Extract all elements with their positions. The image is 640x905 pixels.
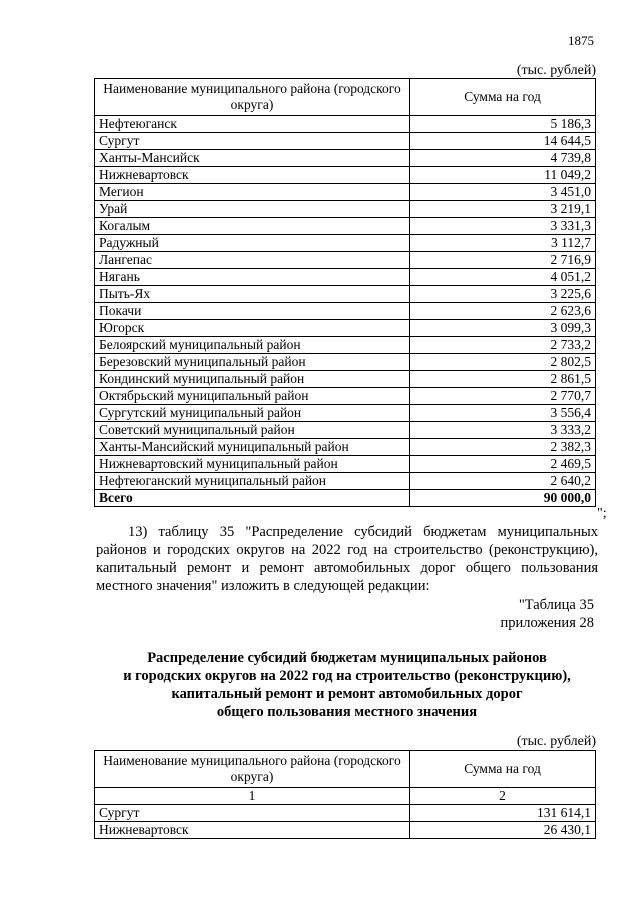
- table-row: [95, 337, 596, 354]
- amendment-paragraph: 13) таблицу 35 "Распределение субсидий бюджетам муниципальных районов и городских округов на 2022 год на строительство (реконструкцию), капитальный ремонт и ремонт автомобильных дорог общего пользования местного значения" изложить в следующей редакции:: [96, 524, 598, 594]
- table-row: [95, 150, 596, 167]
- municipality-name: Радужный: [95, 235, 410, 252]
- annual-sum-value: 2 802,5: [410, 354, 596, 371]
- table-row: [95, 218, 596, 235]
- table1-body: [95, 116, 596, 507]
- table-row: [95, 439, 596, 456]
- heading-line: общего пользования местного значения: [216, 704, 478, 720]
- annual-sum-value: 2 623,6: [410, 303, 596, 320]
- table2-unit-label: (тыс. рублей): [516, 734, 596, 749]
- annual-sum-value: 2 770,7: [410, 388, 596, 405]
- column-number: 2: [410, 788, 596, 805]
- table-row: [95, 405, 596, 422]
- municipality-name: Пыть-Ях: [95, 286, 410, 303]
- municipality-name: Сургут: [95, 805, 410, 822]
- annual-sum-value: 131 614,1: [410, 805, 596, 822]
- column-number: 1: [95, 788, 410, 805]
- total-row: [95, 490, 596, 507]
- annual-sum-value: 5 186,3: [410, 116, 596, 133]
- table-header-row: [95, 751, 596, 788]
- table-row: [95, 320, 596, 337]
- table-row: [95, 116, 596, 133]
- annual-sum-value: 3 331,3: [410, 218, 596, 235]
- subsidy-table-new: [94, 750, 596, 839]
- total-label: Всего: [95, 490, 410, 507]
- table-header-row: [95, 79, 596, 116]
- table-row: [95, 822, 596, 839]
- total-value: 90 000,0: [410, 490, 596, 507]
- annual-sum-value: 3 099,3: [410, 320, 596, 337]
- municipality-name: Покачи: [95, 303, 410, 320]
- table-caption-number: "Таблица 35: [518, 597, 594, 613]
- table2-body: [95, 788, 596, 839]
- annual-sum-value: 11 049,2: [410, 167, 596, 184]
- heading-line: Распределение субсидий бюджетам муниципальных районов: [147, 650, 547, 666]
- header-annual-sum: Сумма на год: [410, 751, 596, 788]
- table-row: [95, 184, 596, 201]
- annual-sum-value: 4 051,2: [410, 269, 596, 286]
- municipality-name: Мегион: [95, 184, 410, 201]
- table1-unit-label: (тыс. рублей): [516, 63, 596, 78]
- table-row: [95, 473, 596, 490]
- municipality-name: Советский муниципальный район: [95, 422, 410, 439]
- table-row: [95, 303, 596, 320]
- table-row: [95, 286, 596, 303]
- municipality-name: Сургутский муниципальный район: [95, 405, 410, 422]
- table-caption: [501, 596, 594, 632]
- annual-sum-value: 3 112,7: [410, 235, 596, 252]
- table-row: [95, 201, 596, 218]
- table-row: [95, 235, 596, 252]
- table-row: [95, 269, 596, 286]
- municipality-name: Лангепас: [95, 252, 410, 269]
- subsidy-table-previous: [94, 78, 596, 507]
- municipality-name: Октябрьский муниципальный район: [95, 388, 410, 405]
- municipality-name: Нижневартовск: [95, 167, 410, 184]
- annual-sum-value: 3 333,2: [410, 422, 596, 439]
- municipality-name: Нижневартовск: [95, 822, 410, 839]
- municipality-name: Березовский муниципальный район: [95, 354, 410, 371]
- header-annual-sum: Сумма на год: [410, 79, 596, 116]
- annual-sum-value: 3 225,6: [410, 286, 596, 303]
- table-row: [95, 167, 596, 184]
- municipality-name: Урай: [95, 201, 410, 218]
- annual-sum-value: 3 556,4: [410, 405, 596, 422]
- municipality-name: Когалым: [95, 218, 410, 235]
- table-row: [95, 371, 596, 388]
- closing-quote: ";: [597, 506, 607, 521]
- municipality-name: Нефтеюганск: [95, 116, 410, 133]
- annual-sum-value: 2 469,5: [410, 456, 596, 473]
- annual-sum-value: 2 716,9: [410, 252, 596, 269]
- municipality-name: Кондинский муниципальный район: [95, 371, 410, 388]
- municipality-name: Белоярский муниципальный район: [95, 337, 410, 354]
- municipality-name: Югорск: [95, 320, 410, 337]
- table-caption-appendix: приложения 28: [500, 615, 594, 631]
- table-row: [95, 354, 596, 371]
- annual-sum-value: 2 861,5: [410, 371, 596, 388]
- municipality-name: Нягань: [95, 269, 410, 286]
- header-municipality-name: Наименование муниципального района (городского округа): [95, 751, 410, 788]
- annual-sum-value: 14 644,5: [410, 133, 596, 150]
- table-heading: [96, 649, 598, 721]
- table-row: [95, 388, 596, 405]
- header-municipality-name: Наименование муниципального района (городского округа): [95, 79, 410, 116]
- table-row: [95, 805, 596, 822]
- table-row: [95, 456, 596, 473]
- annual-sum-value: 4 739,8: [410, 150, 596, 167]
- municipality-name: Нижневартовский муниципальный район: [95, 456, 410, 473]
- municipality-name: Нефтеюганский муниципальный район: [95, 473, 410, 490]
- table-row: [95, 133, 596, 150]
- municipality-name: Ханты-Мансийск: [95, 150, 410, 167]
- annual-sum-value: 26 430,1: [410, 822, 596, 839]
- page-number: 1875: [568, 33, 594, 48]
- table-row: [95, 422, 596, 439]
- annual-sum-value: 2 382,3: [410, 439, 596, 456]
- column-number-row: [95, 788, 596, 805]
- heading-line: и городских округов на 2022 год на строительство (реконструкцию),: [123, 668, 571, 684]
- municipality-name: Ханты-Мансийский муниципальный район: [95, 439, 410, 456]
- annual-sum-value: 2 640,2: [410, 473, 596, 490]
- annual-sum-value: 2 733,2: [410, 337, 596, 354]
- table-row: [95, 252, 596, 269]
- annual-sum-value: 3 219,1: [410, 201, 596, 218]
- municipality-name: Сургут: [95, 133, 410, 150]
- annual-sum-value: 3 451,0: [410, 184, 596, 201]
- heading-line: капитальный ремонт и ремонт автомобильных дорог: [171, 686, 523, 702]
